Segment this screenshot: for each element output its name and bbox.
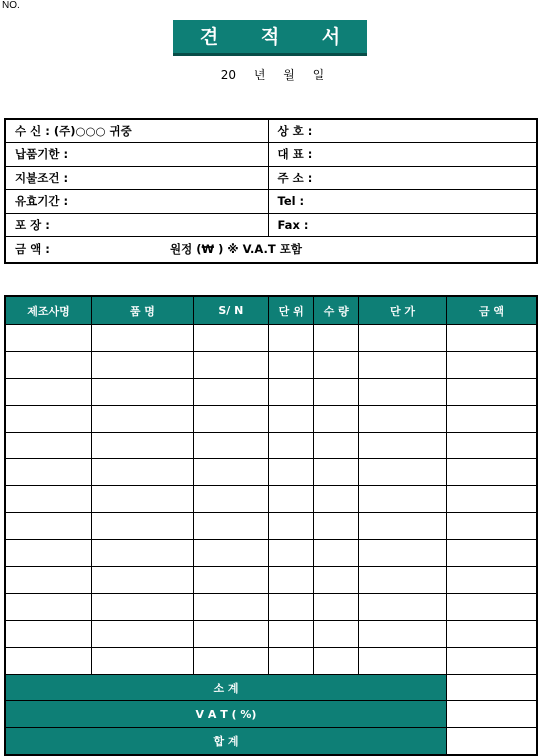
table-cell[interactable] (446, 351, 537, 378)
payment-terms-field: 지불조건 : (5, 166, 268, 190)
title-text: 견 적 서 (199, 26, 359, 48)
vat-label: V A T ( %) (5, 701, 446, 728)
table-cell[interactable] (359, 593, 447, 620)
table-cell[interactable] (193, 513, 268, 540)
table-cell[interactable] (268, 647, 314, 674)
table-cell[interactable] (446, 459, 537, 486)
table-cell[interactable] (446, 513, 537, 540)
table-cell[interactable] (359, 486, 447, 513)
delivery-deadline-field: 납품기한 : (5, 143, 268, 167)
table-row (5, 486, 537, 513)
table-cell[interactable] (5, 351, 92, 378)
table-cell[interactable] (193, 593, 268, 620)
table-cell[interactable] (5, 325, 92, 352)
column-header: 단 가 (359, 296, 447, 325)
table-cell[interactable] (359, 513, 447, 540)
table-cell[interactable] (193, 620, 268, 647)
table-cell[interactable] (446, 432, 537, 459)
vat-row (5, 701, 537, 728)
total-value-cell[interactable] (446, 728, 537, 755)
table-cell[interactable] (268, 351, 314, 378)
items-header-row (5, 296, 537, 325)
date-line: 20 년 월 일 (220, 68, 325, 82)
table-cell[interactable] (314, 567, 359, 594)
table-cell[interactable] (268, 567, 314, 594)
table-cell[interactable] (446, 567, 537, 594)
table-cell[interactable] (5, 459, 92, 486)
subtotal-label: 소 계 (5, 674, 446, 701)
tel-field: Tel : (268, 190, 537, 214)
table-cell[interactable] (314, 378, 359, 405)
table-row (5, 647, 537, 674)
column-header: 금 액 (446, 296, 537, 325)
table-cell[interactable] (92, 325, 194, 352)
recipient-field: 수 신 : (주)○○○ 귀중 (5, 119, 268, 143)
table-row (5, 620, 537, 647)
table-row (5, 540, 537, 567)
table-cell[interactable] (314, 432, 359, 459)
table-row (5, 513, 537, 540)
table-cell[interactable] (359, 325, 447, 352)
table-cell[interactable] (5, 513, 92, 540)
column-header: 제조사명 (5, 296, 92, 325)
table-cell[interactable] (314, 486, 359, 513)
table-cell[interactable] (92, 486, 194, 513)
table-cell[interactable] (92, 567, 194, 594)
table-cell[interactable] (314, 351, 359, 378)
total-label: 합 계 (5, 728, 446, 755)
total-row (5, 728, 537, 755)
table-cell[interactable] (314, 513, 359, 540)
table-cell[interactable] (193, 405, 268, 432)
table-cell[interactable] (193, 459, 268, 486)
table-cell[interactable] (359, 378, 447, 405)
table-row (5, 432, 537, 459)
table-cell[interactable] (92, 620, 194, 647)
representative-field: 대 표 : (268, 143, 537, 167)
table-cell[interactable] (359, 351, 447, 378)
amount-text: 원정 (₩ ) ※ V.A.T 포함 (170, 242, 302, 257)
subtotal-row (5, 674, 537, 701)
table-cell[interactable] (359, 405, 447, 432)
table-cell[interactable] (92, 540, 194, 567)
table-cell[interactable] (359, 540, 447, 567)
amount-label: 금 액 : (15, 242, 50, 257)
company-field: 상 호 : (268, 119, 537, 143)
table-cell[interactable] (92, 647, 194, 674)
table-row (5, 378, 537, 405)
table-cell[interactable] (268, 325, 314, 352)
document-title (173, 20, 367, 56)
table-cell[interactable] (314, 325, 359, 352)
table-row (5, 405, 537, 432)
packaging-field: 포 장 : (5, 213, 268, 237)
table-cell[interactable] (193, 378, 268, 405)
table-cell[interactable] (92, 405, 194, 432)
table-row (5, 351, 537, 378)
table-cell[interactable] (446, 540, 537, 567)
table-cell[interactable] (193, 486, 268, 513)
table-cell[interactable] (446, 647, 537, 674)
table-row (5, 325, 537, 352)
address-field: 주 소 : (268, 166, 537, 190)
amount-row (5, 237, 537, 263)
table-cell[interactable] (5, 432, 92, 459)
table-cell[interactable] (5, 486, 92, 513)
table-cell[interactable] (446, 325, 537, 352)
table-cell[interactable] (92, 351, 194, 378)
table-cell[interactable] (268, 432, 314, 459)
table-cell[interactable] (5, 567, 92, 594)
fax-field: Fax : (268, 213, 537, 237)
table-cell[interactable] (5, 647, 92, 674)
table-cell[interactable] (268, 620, 314, 647)
table-cell[interactable] (314, 405, 359, 432)
table-cell[interactable] (314, 620, 359, 647)
column-header: 단 위 (268, 296, 314, 325)
vat-value-cell[interactable] (446, 701, 537, 728)
table-cell[interactable] (268, 459, 314, 486)
table-row (5, 567, 537, 594)
table-cell[interactable] (359, 647, 447, 674)
column-header: 수 량 (314, 296, 359, 325)
table-cell[interactable] (446, 486, 537, 513)
table-cell[interactable] (268, 405, 314, 432)
table-cell[interactable] (268, 540, 314, 567)
table-cell[interactable] (314, 459, 359, 486)
items-table (4, 295, 538, 756)
table-cell[interactable] (5, 378, 92, 405)
table-cell[interactable] (92, 378, 194, 405)
table-cell[interactable] (359, 620, 447, 647)
table-cell[interactable] (193, 351, 268, 378)
table-cell[interactable] (268, 378, 314, 405)
table-cell[interactable] (359, 459, 447, 486)
table-cell[interactable] (314, 647, 359, 674)
table-cell[interactable] (314, 540, 359, 567)
validity-field: 유효기간 : (5, 190, 268, 214)
table-cell[interactable] (193, 567, 268, 594)
table-cell[interactable] (5, 593, 92, 620)
column-header: 품 명 (92, 296, 194, 325)
table-cell[interactable] (359, 567, 447, 594)
table-cell[interactable] (446, 405, 537, 432)
info-table (4, 118, 538, 264)
subtotal-value-cell[interactable] (446, 674, 537, 701)
table-cell[interactable] (268, 486, 314, 513)
table-cell[interactable] (446, 378, 537, 405)
table-cell[interactable] (268, 513, 314, 540)
table-cell[interactable] (359, 432, 447, 459)
table-cell[interactable] (193, 540, 268, 567)
table-cell[interactable] (193, 325, 268, 352)
table-row (5, 593, 537, 620)
table-cell[interactable] (193, 647, 268, 674)
table-cell[interactable] (92, 513, 194, 540)
document-number-label: NO. (2, 0, 20, 11)
table-cell[interactable] (314, 593, 359, 620)
table-cell[interactable] (5, 620, 92, 647)
table-row (5, 459, 537, 486)
table-cell[interactable] (268, 593, 314, 620)
table-cell[interactable] (92, 593, 194, 620)
column-header: S/ N (193, 296, 268, 325)
table-cell[interactable] (446, 593, 537, 620)
table-cell[interactable] (92, 459, 194, 486)
table-cell[interactable] (193, 432, 268, 459)
table-cell[interactable] (5, 405, 92, 432)
table-cell[interactable] (5, 540, 92, 567)
table-cell[interactable] (446, 620, 537, 647)
table-cell[interactable] (92, 432, 194, 459)
